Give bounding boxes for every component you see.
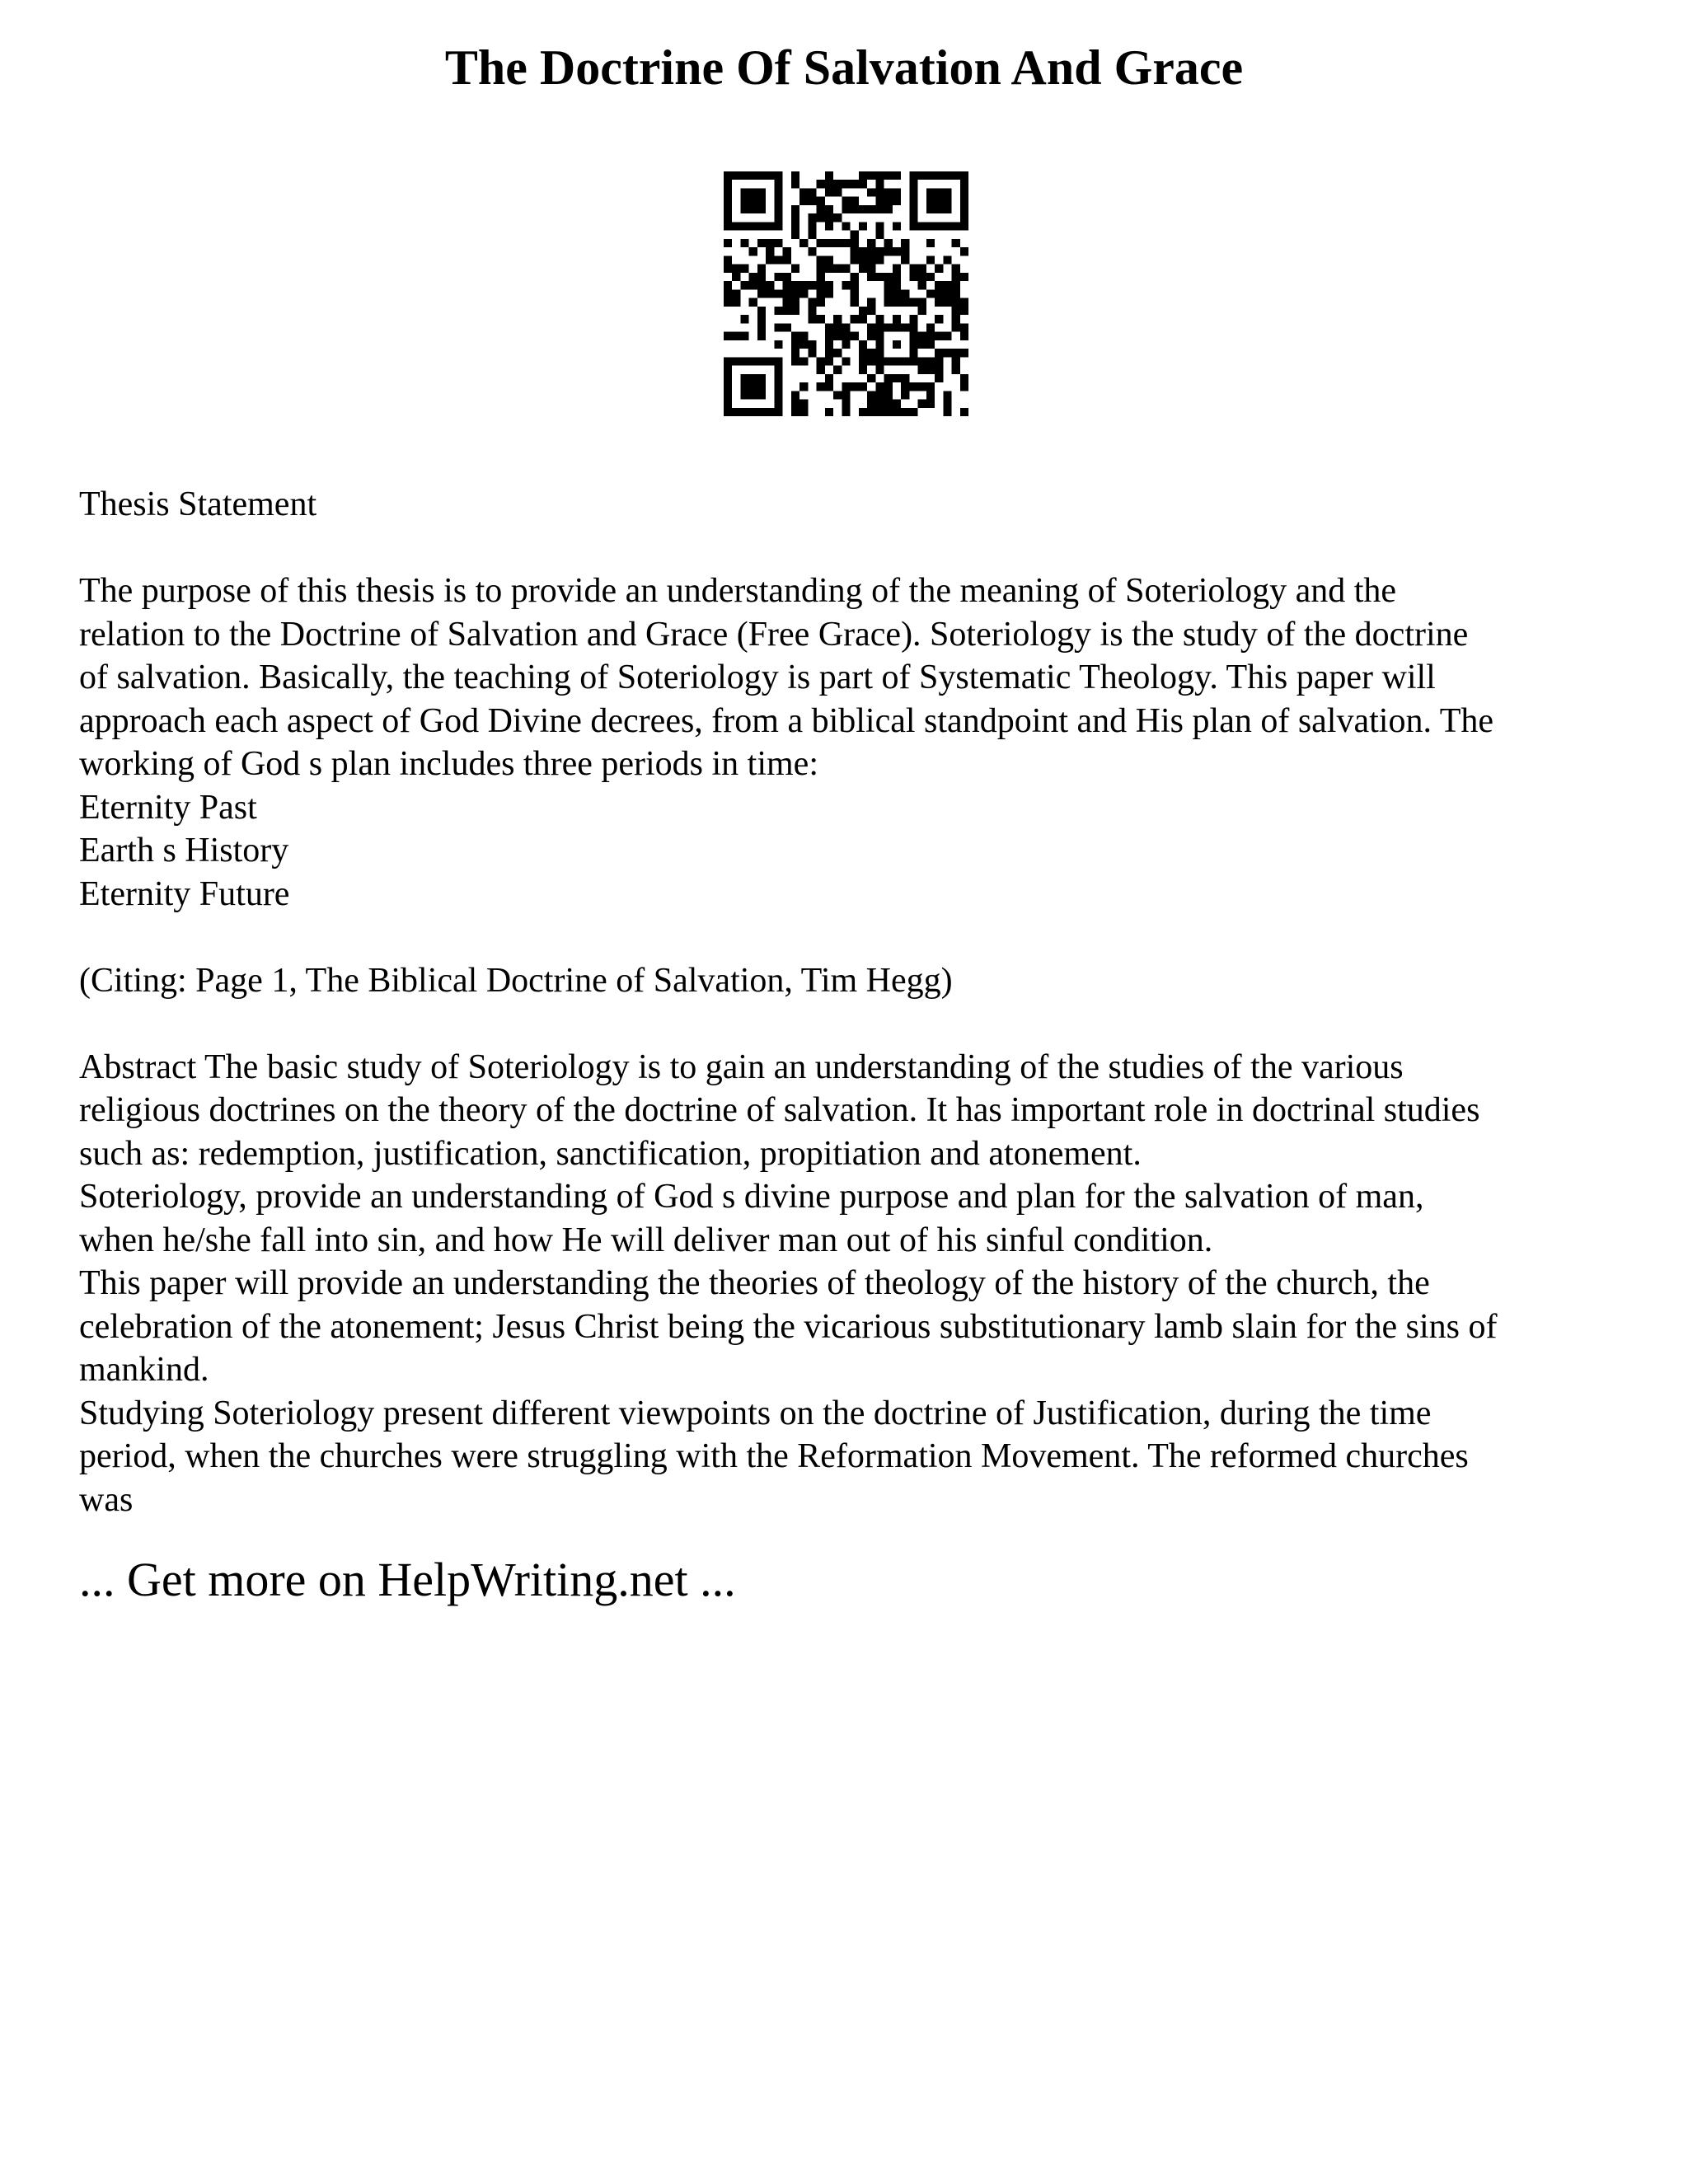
get-more-link[interactable]: ... Get more on HelpWriting.net ...: [79, 1553, 736, 1606]
paragraph-gap: [79, 527, 1629, 570]
citation: (Citing: Page 1, The Biblical Doctrine of Salvation, Tim Hegg): [79, 961, 953, 1000]
thesis-line: approach each aspect of God Divine decrees, from a biblical standpoint and His plan of salvation. The: [79, 701, 1493, 740]
abstract-line: This paper will provide an understanding the theories of theology of the history of the church, the: [79, 1264, 1430, 1302]
abstract-line: mankind.: [79, 1351, 209, 1389]
thesis-line: relation to the Doctrine of Salvation and Grace (Free Grace). Soteriology is the study of the doctrine: [79, 615, 1469, 654]
abstract-line: Abstract The basic study of Soteriology is to gain an understanding of the studies of the various: [79, 1047, 1404, 1086]
thesis-heading: Thesis Statement: [79, 485, 317, 523]
page-title: The Doctrine Of Salvation And Grace: [444, 40, 1244, 95]
thesis-line: working of God s plan includes three periods in time:: [79, 745, 818, 783]
abstract-line: Soteriology, provide an understanding of God s divine purpose and plan for the salvation of man,: [79, 1178, 1424, 1216]
thesis-line: of salvation. Basically, the teaching of Soteriology is part of Systematic Theology. This paper will: [79, 658, 1436, 696]
abstract-line: period, when the churches were struggling with the Reformation Movement. The reformed churches: [79, 1437, 1469, 1475]
paragraph-gap: [79, 916, 1629, 959]
paragraph-gap: [79, 1002, 1629, 1046]
abstract-line: when he/she fall into sin, and how He will deliver man out of his sinful condition.: [79, 1221, 1213, 1259]
thesis-line: The purpose of this thesis is to provide an understanding of the meaning of Soteriology and the: [79, 572, 1397, 610]
abstract-line: Studying Soteriology present different viewpoints on the doctrine of Justification, during the time: [79, 1394, 1432, 1432]
abstract-line: religious doctrines on the theory of the doctrine of salvation. It has important role in doctrinal studies: [79, 1091, 1480, 1129]
period-item: Earth s History: [79, 832, 289, 869]
period-item: Eternity Future: [79, 874, 290, 913]
document-body: [79, 483, 1629, 1521]
abstract-line: celebration of the atonement; Jesus Christ being the vicarious substitutionary lamb slain for the sins of: [79, 1307, 1498, 1346]
period-item: Eternity Past: [79, 788, 257, 827]
qr-code-icon[interactable]: [724, 171, 968, 416]
abstract-line: such as: redemption, justification, sanctification, propitiation and atonement.: [79, 1134, 1142, 1173]
abstract-line: was: [79, 1480, 134, 1519]
